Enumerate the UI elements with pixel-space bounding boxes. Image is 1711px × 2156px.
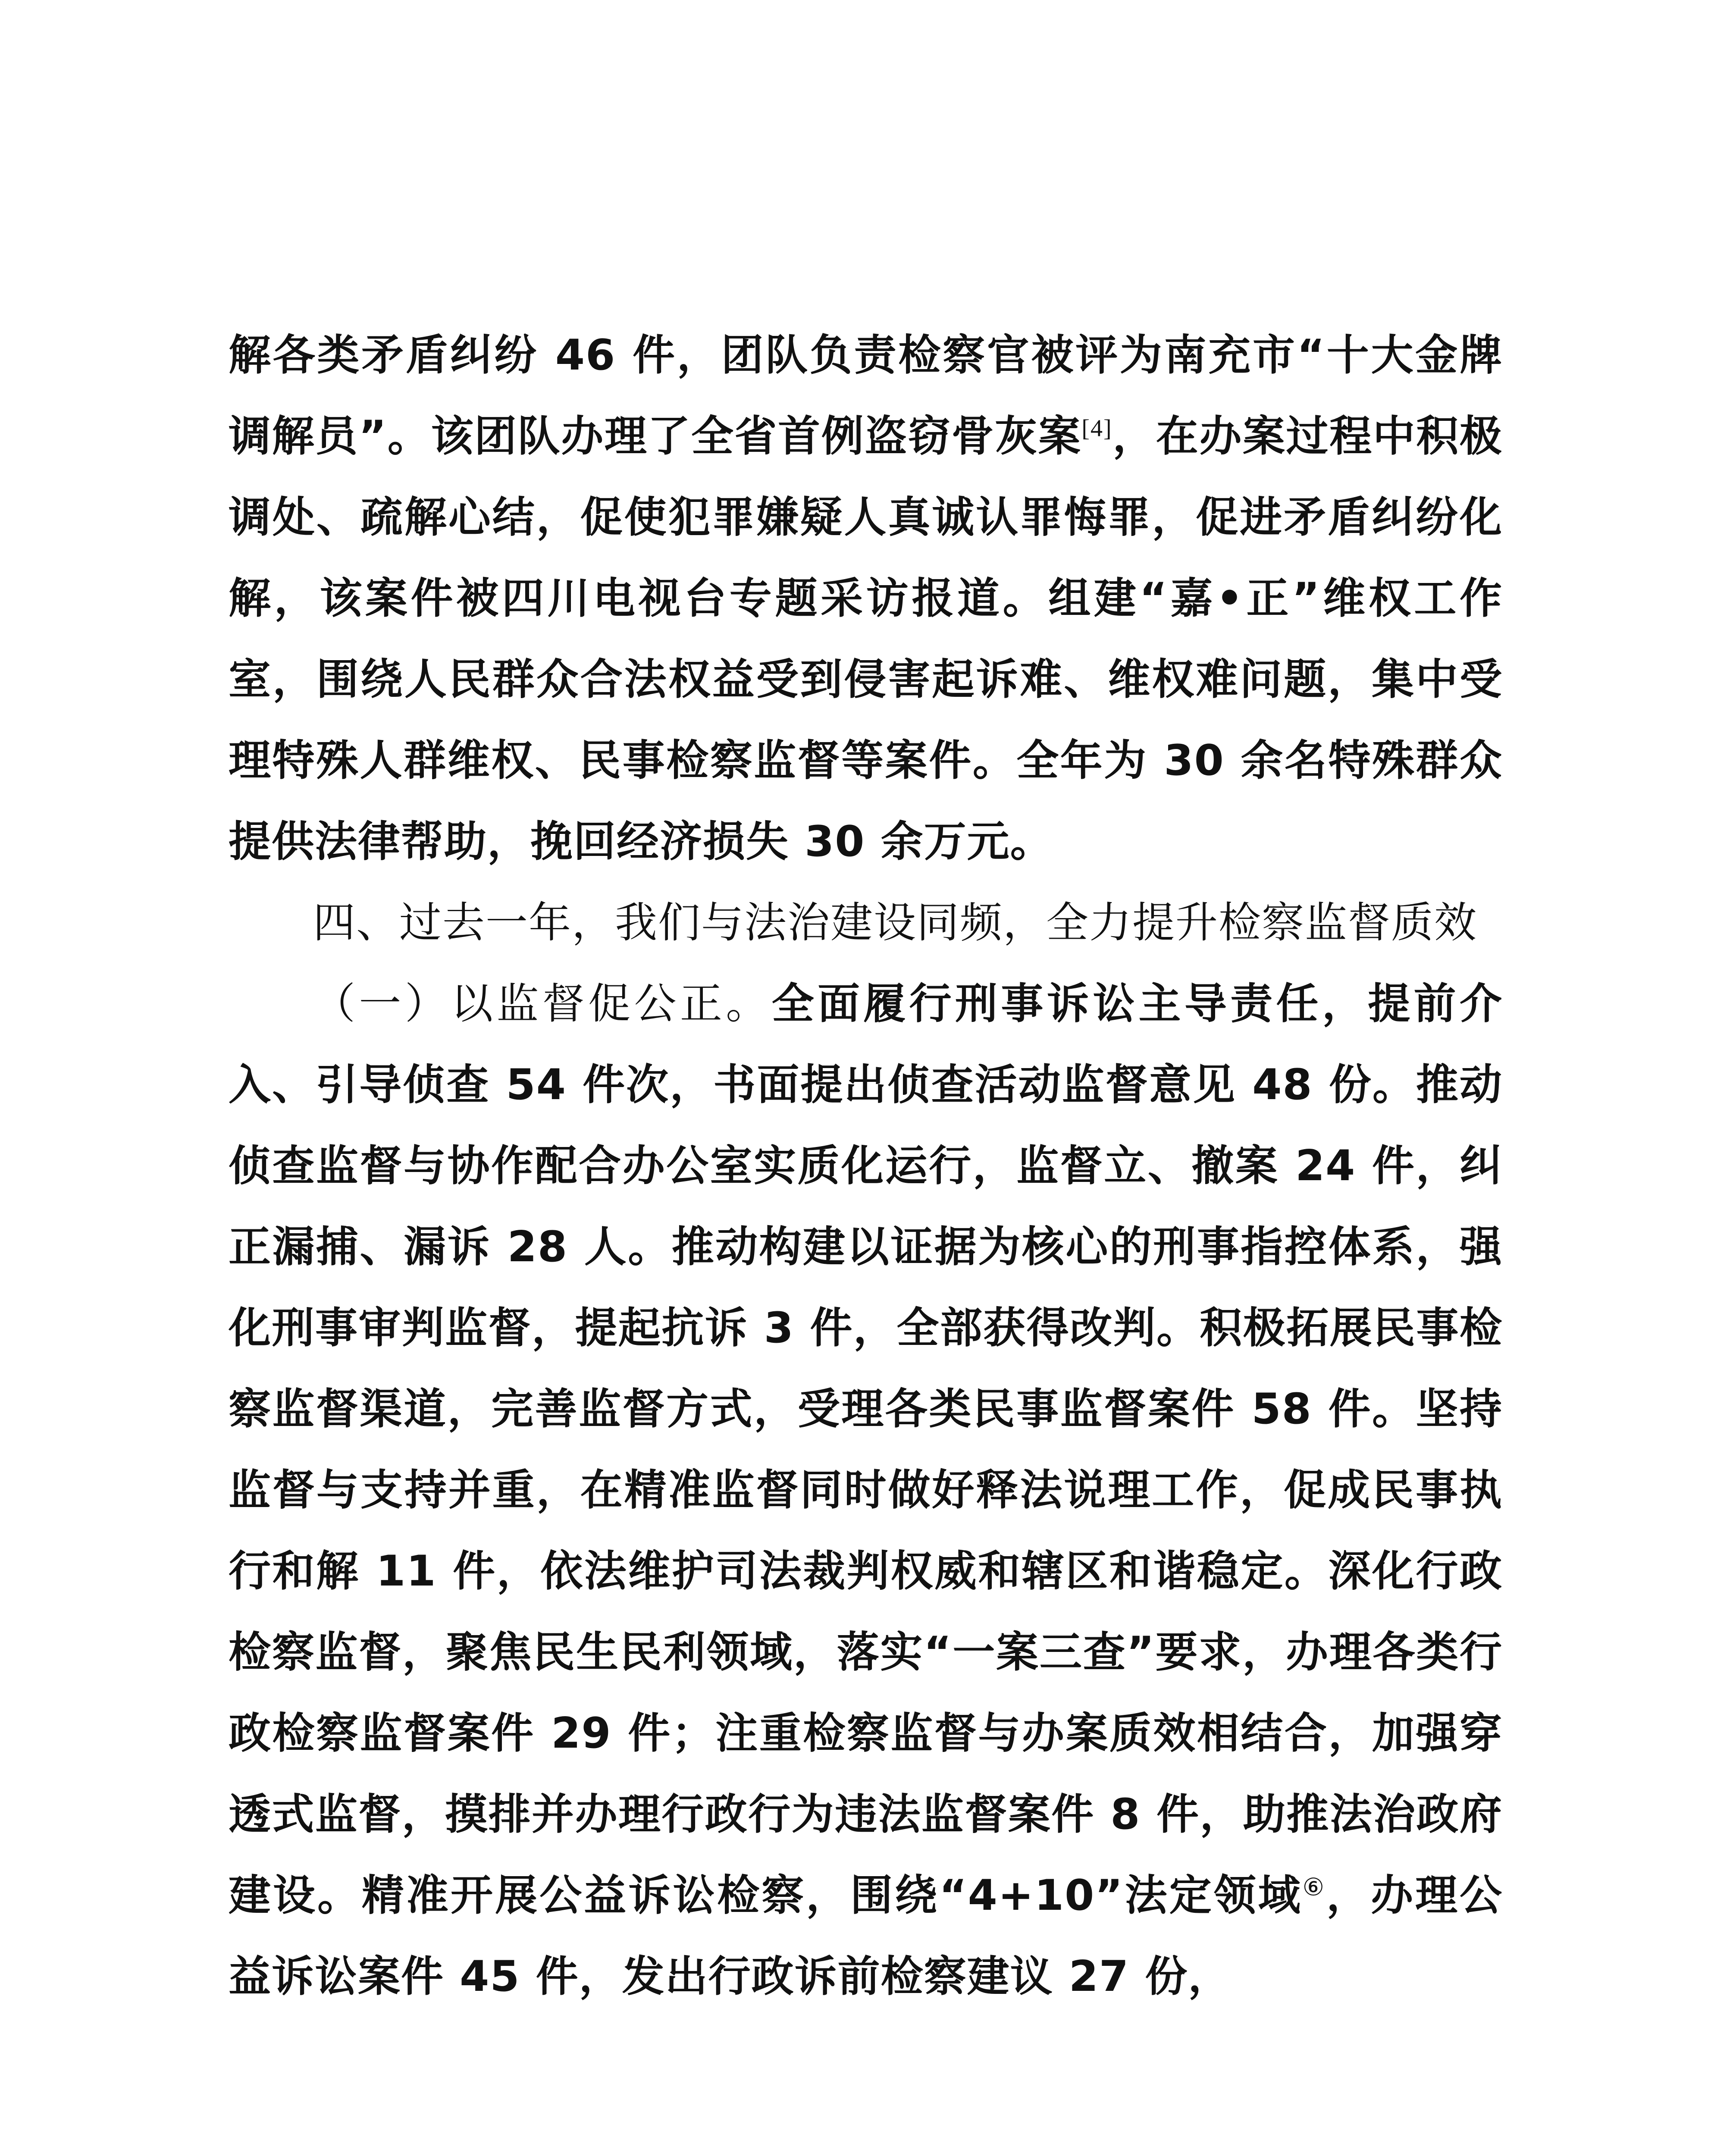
paragraph-mediation: [229, 315, 1503, 882]
subheading-supervision: （一）以监督促公正。: [313, 979, 772, 1028]
document-body: [229, 315, 1503, 2017]
paragraph-supervision-text-2: ，办理公益诉讼案件 45 件，发出行政诉前检察建议 27 份，: [229, 1871, 1503, 2001]
footnote-marker-4: [4]: [1081, 415, 1112, 442]
footnote-marker-6: ⑥: [1302, 1874, 1326, 1901]
paragraph-mediation-text-2: ，在办案过程中积极调处、疏解心结，促使犯罪嫌疑人真诚认罪悔罪，促进矛盾纠纷化解，该案件被四川电视台专题采访报道。组建“嘉•正”维权工作室，围绕人民群众合法权益受到侵害起诉难、维权难问题，集中受理特殊人群维权、民事检察监督等案件。全年为 30 余名特殊群众提供法律帮助，挽回经济损失 30 余万元。: [229, 412, 1503, 866]
paragraph-supervision-text-1: 全面履行刑事诉讼主导责任，提前介入、引导侦查 54 件次，书面提出侦查活动监督意见 48 份。推动侦查监督与协作配合办公室实质化运行，监督立、撤案 24 件，纠正漏捕、漏诉 28 人。推动构建以证据为核心的刑事指控体系，强化刑事审判监督，提起抗诉 3 件，全部获得改判。积极拓展民事检察监督渠道，完善监督方式，受理各类民事监督案件 58 件。坚持监督与支持并重，在精准监督同时做好释法说理工作，促成民事执行和解 11 件，依法维护司法裁判权威和辖区和谐稳定。深化行政检察监督，聚焦民生民利领域，落实“一案三查”要求，办理各类行政检察监督案件 29 件；注重检察监督与办案质效相结合，加强穿透式监督，摸排并办理行政行为违法监督案件 8 件，助推法治政府建设。精准开展公益诉讼检察，围绕“4+10”法定领域: [229, 979, 1503, 1920]
section-heading-four: 四、过去一年，我们与法治建设同频，全力提升检察监督质效: [313, 898, 1478, 947]
paragraph-supervision: [229, 963, 1503, 2017]
paragraph-mediation-text-1: 解各类矛盾纠纷 46 件，团队负责检察官被评为南充市“十大金牌调解员”。该团队办理了全省首例盗窃骨灰案: [229, 331, 1503, 461]
